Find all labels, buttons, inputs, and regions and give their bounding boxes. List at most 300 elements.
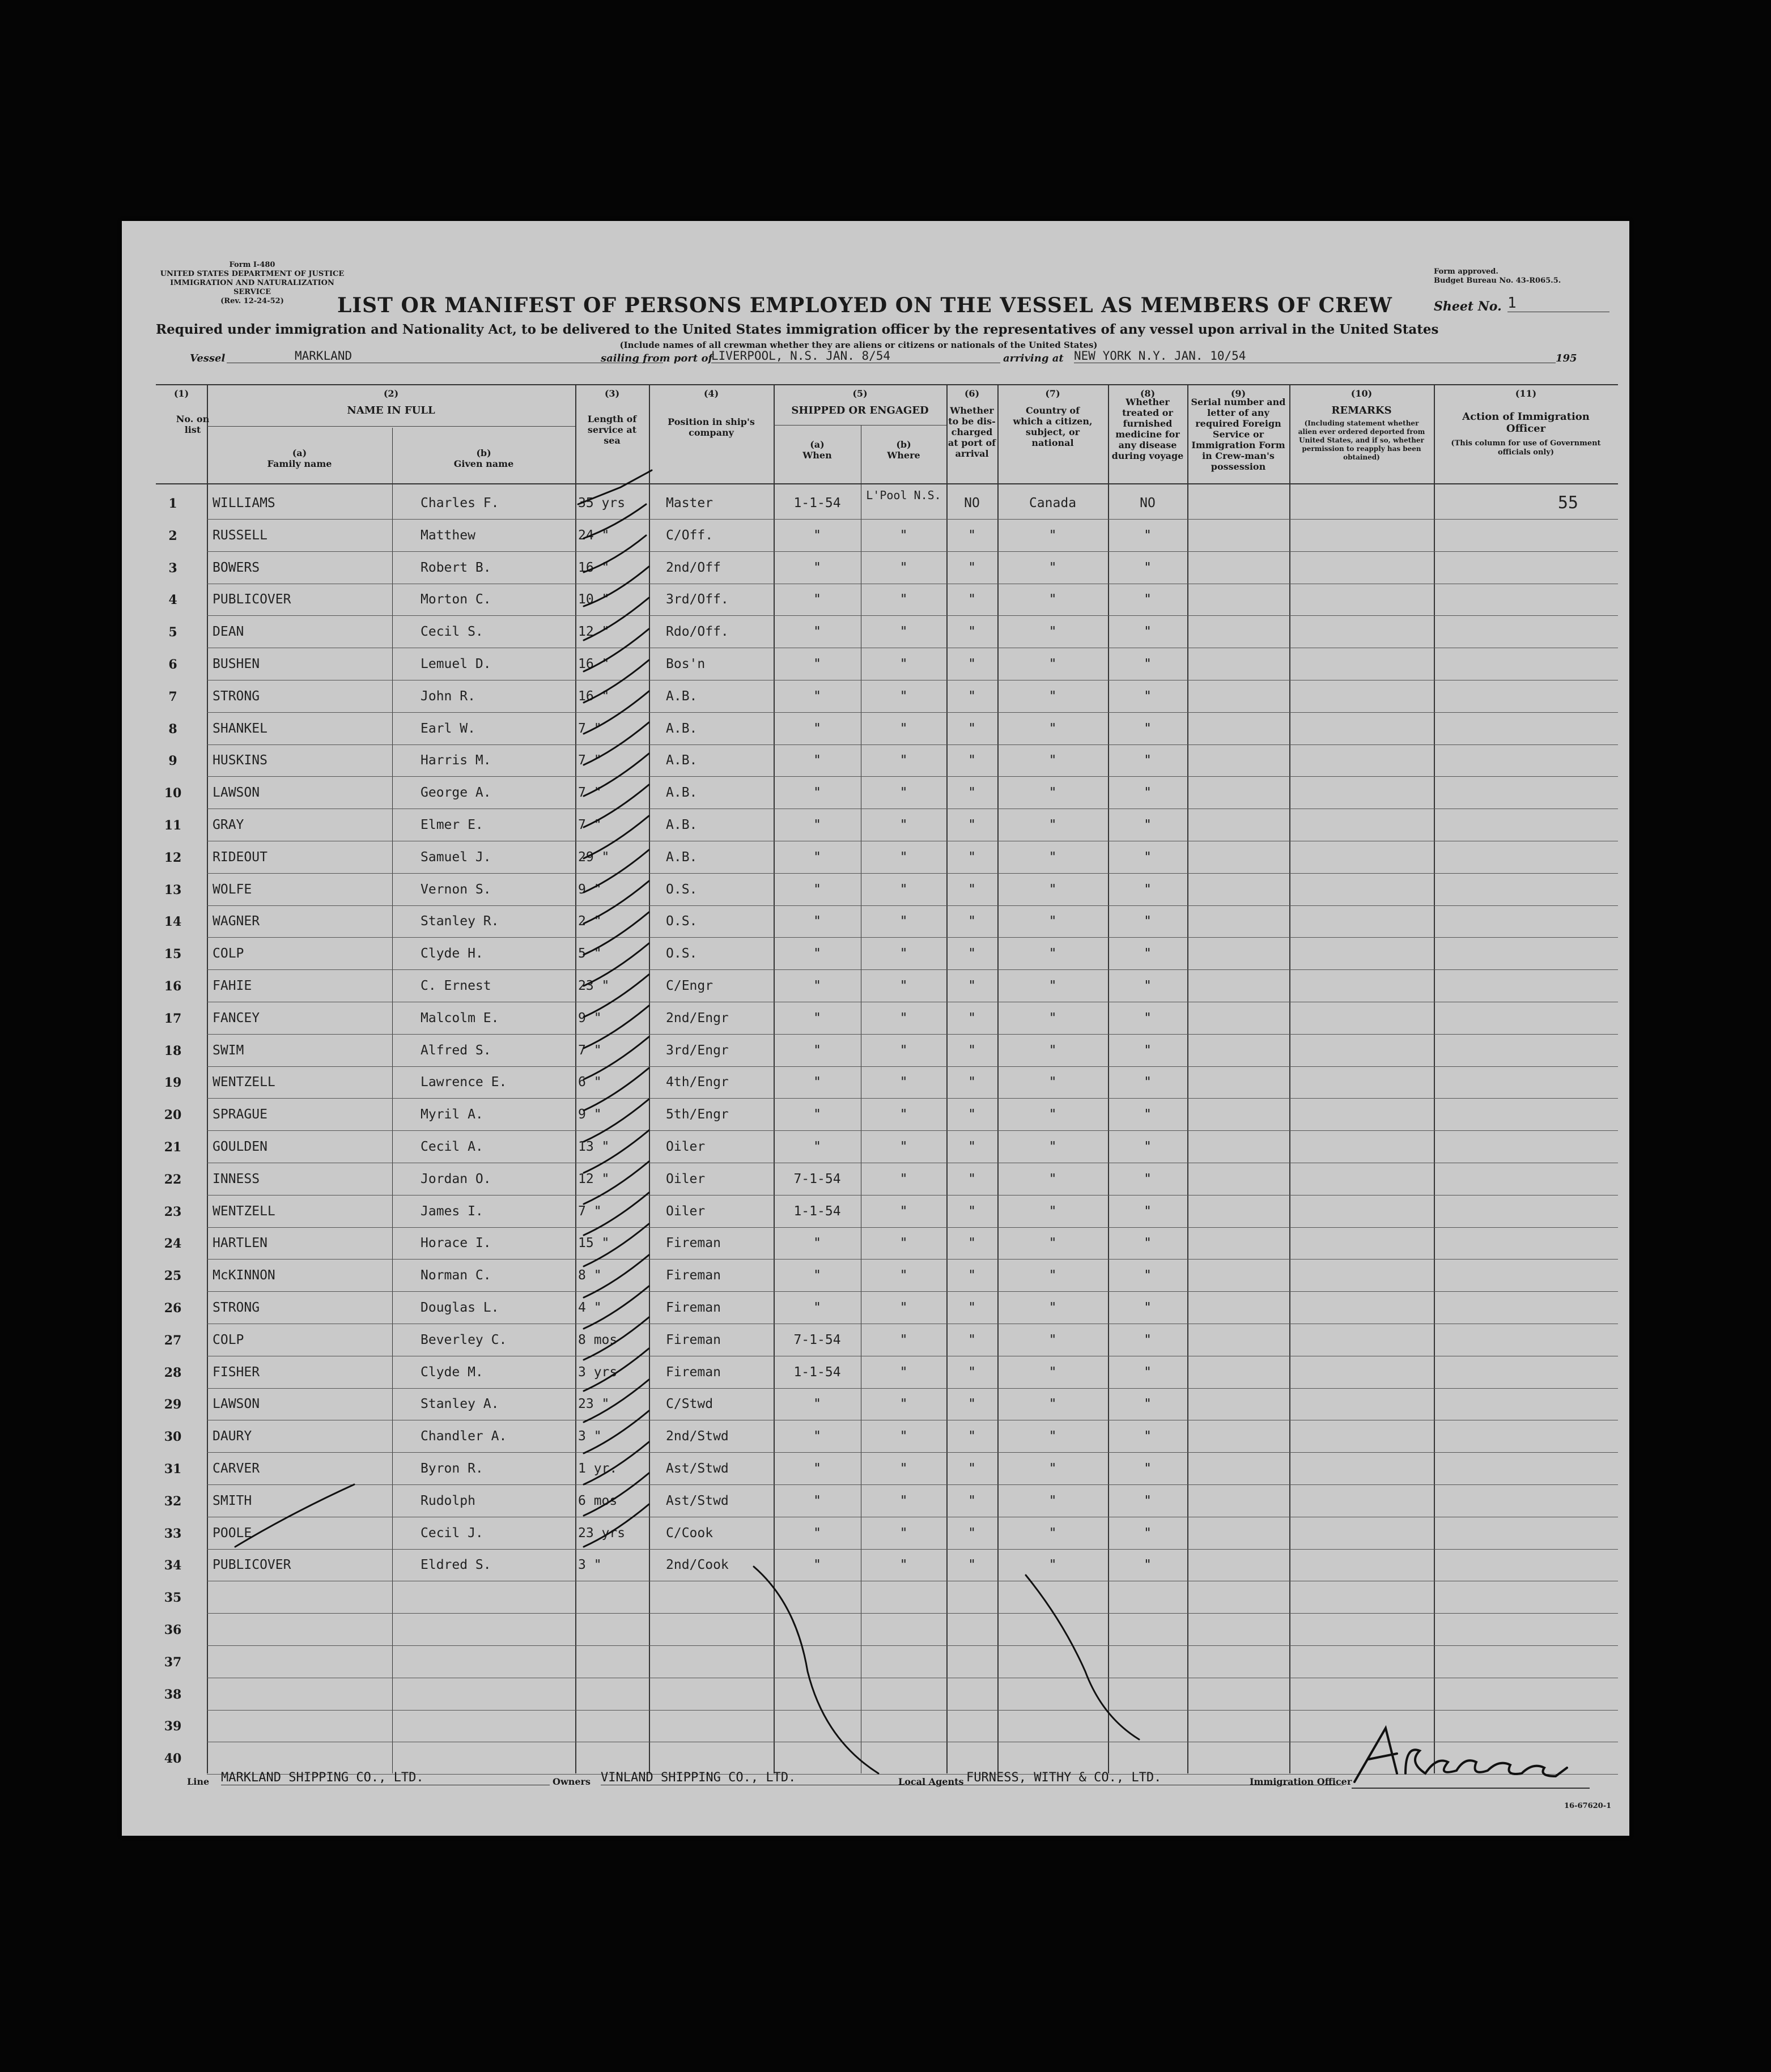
treated-cell: " (1144, 753, 1152, 768)
shipped-where-cell: " (899, 850, 908, 865)
country-cell: " (1048, 1268, 1057, 1283)
treated-cell: " (1144, 978, 1152, 993)
country-cell: " (1048, 1107, 1057, 1122)
col2-number: (2) (383, 388, 399, 399)
budget-number: Budget Bureau No. 43-R065.5. (1434, 276, 1561, 285)
service-length-cell: 23 " (578, 978, 610, 993)
year-field: 195 (1556, 352, 1577, 364)
form-approved: Form approved. (1434, 267, 1498, 276)
shipped-where-cell: " (899, 689, 908, 704)
form-number: Form I-480 (229, 261, 275, 269)
treated-cell: " (1144, 721, 1152, 736)
service-length-cell: 13 " (578, 1139, 610, 1154)
shipped-where-cell: " (899, 1558, 908, 1572)
handwriting-overlay (122, 221, 1629, 1836)
country-cell: " (1048, 1526, 1057, 1541)
discharged-cell: " (968, 1558, 976, 1572)
position-cell: A.B. (666, 850, 698, 865)
family-name-cell: HUSKINS (213, 753, 267, 768)
row-number: 35 (164, 1590, 182, 1605)
given-name-cell: Cecil S. (421, 624, 483, 639)
country-cell: " (1048, 1494, 1057, 1508)
row-number: 15 (164, 947, 182, 961)
service-length-cell: 7 " (578, 1043, 602, 1058)
family-name-cell: GRAY (213, 818, 244, 832)
signature (1354, 1728, 1567, 1782)
discharged-cell: " (968, 1139, 976, 1154)
agents-label: Local Agents (898, 1776, 964, 1787)
check-mark (578, 470, 652, 504)
shipped-when-cell: " (813, 1236, 821, 1250)
shipped-when-cell: " (813, 560, 821, 575)
discharged-cell: " (968, 689, 976, 704)
shipped-where-cell: " (899, 1075, 908, 1090)
col5-header: SHIPPED OR ENGAGED (791, 405, 929, 416)
country-cell: " (1048, 1139, 1057, 1154)
row-number: 18 (164, 1044, 182, 1058)
treated-cell: " (1144, 1526, 1152, 1541)
family-name-cell: WENTZELL (213, 1075, 275, 1090)
col11-header: Action of Immigration Officer (1462, 411, 1590, 435)
given-name-cell: Clyde H. (421, 946, 483, 961)
given-name-cell: Lemuel D. (421, 657, 491, 671)
family-name-cell: WENTZELL (213, 1204, 275, 1219)
family-name-cell: GOULDEN (213, 1139, 267, 1154)
col2a-header: (a) Family name (267, 448, 332, 469)
form-code: 16-67620-1 (1564, 1802, 1612, 1810)
col5b-header: (b) Where (887, 439, 920, 461)
family-name-cell: FANCEY (213, 1011, 260, 1026)
shipped-when-cell: " (813, 1397, 821, 1411)
discharged-cell: " (968, 657, 976, 671)
shipped-where-cell: " (899, 914, 908, 929)
service-length-cell: 23 yrs (578, 1526, 626, 1541)
row-number: 2 (168, 529, 177, 543)
family-name-cell: LAWSON (213, 1397, 260, 1411)
discharged-cell: " (968, 1204, 976, 1219)
country-cell: " (1048, 560, 1057, 575)
shipped-where-cell: " (899, 624, 908, 639)
treated-cell: " (1144, 785, 1152, 800)
service-length-cell: 4 " (578, 1300, 602, 1315)
col3-number: (3) (604, 388, 620, 399)
discharged-cell: " (968, 1526, 976, 1541)
family-name-cell: SHANKEL (213, 721, 267, 736)
shipped-where-cell: " (899, 1365, 908, 1380)
service-length-cell: 3 " (578, 1558, 602, 1572)
service-length-cell: 6 " (578, 1075, 602, 1090)
arriving-at: NEW YORK N.Y. JAN. 10/54 (1074, 349, 1556, 363)
service-length-cell: 7 " (578, 818, 602, 832)
service-length-cell: 2 " (578, 914, 602, 929)
sailing-from: LIVERPOOL, N.S. JAN. 8/54 (711, 349, 1000, 363)
family-name-cell: DAURY (213, 1429, 252, 1444)
position-cell: Rdo/Off. (666, 624, 729, 639)
position-cell: Oiler (666, 1204, 706, 1219)
family-name-cell: INNESS (213, 1172, 260, 1186)
given-name-cell: Byron R. (421, 1461, 483, 1476)
discharged-cell: " (968, 1011, 976, 1026)
shipped-where-cell: " (899, 946, 908, 961)
row-number: 37 (164, 1655, 182, 1670)
discharged-cell: " (968, 528, 976, 543)
row-number: 30 (164, 1429, 182, 1444)
row-number: 14 (164, 914, 182, 929)
subtitle: Required under immigration and Nationality Act, to be delivered to the United States immigration officer by the representatives of any vessel upon arrival in the United States (156, 322, 1439, 337)
shipped-when-cell: 7-1-54 (793, 1172, 841, 1186)
check-mark (235, 1484, 354, 1547)
shipped-where-cell: " (899, 1397, 908, 1411)
treated-cell: " (1144, 1107, 1152, 1122)
given-name-cell: Elmer E. (421, 818, 483, 832)
treated-cell: " (1144, 1204, 1152, 1219)
discharged-cell: " (968, 785, 976, 800)
shipped-when-cell: " (813, 1107, 821, 1122)
ditto-stroke (754, 1567, 878, 1773)
row-number: 33 (164, 1526, 182, 1541)
family-name-cell: COLP (213, 1333, 244, 1347)
given-name-cell: Lawrence E. (421, 1075, 507, 1090)
check-mark (584, 598, 649, 640)
service-length-cell: 8 mos (578, 1333, 618, 1347)
country-cell: " (1048, 1365, 1057, 1380)
service-length-cell: 15 " (578, 1236, 610, 1250)
shipped-when-cell: " (813, 624, 821, 639)
row-number: 24 (164, 1236, 182, 1251)
service-length-cell: 9 " (578, 882, 602, 897)
treated-cell: " (1144, 1011, 1152, 1026)
row-number: 16 (164, 979, 182, 994)
country-cell: " (1048, 1397, 1057, 1411)
shipped-when-cell: " (813, 1075, 821, 1090)
country-cell: " (1048, 1236, 1057, 1250)
discharged-cell: " (968, 560, 976, 575)
given-name-cell: Beverley C. (421, 1333, 507, 1347)
shipped-when-cell: " (813, 657, 821, 671)
position-cell: Ast/Stwd (666, 1461, 729, 1476)
country-cell: " (1048, 753, 1057, 768)
row-number: 22 (164, 1172, 182, 1187)
shipped-where-cell: " (899, 1172, 908, 1186)
service-length-cell: 1 yr. (578, 1461, 618, 1476)
country-cell: " (1048, 818, 1057, 832)
service-length-cell: 7 " (578, 753, 602, 768)
treated-cell: " (1144, 882, 1152, 897)
shipped-where-cell: " (899, 1139, 908, 1154)
service-length-cell: 7 " (578, 1204, 602, 1219)
country-cell: " (1048, 657, 1057, 671)
col10-number: (10) (1350, 388, 1373, 399)
given-name-cell: George A. (421, 785, 491, 800)
given-name-cell: Rudolph (421, 1494, 475, 1508)
discharged-cell: " (968, 1300, 976, 1315)
shipped-when-cell: " (813, 689, 821, 704)
country-cell: " (1048, 1043, 1057, 1058)
shipped-where-cell: " (899, 592, 908, 607)
discharged-cell: " (968, 624, 976, 639)
position-cell: O.S. (666, 882, 698, 897)
row-number: 13 (164, 883, 182, 897)
row-number: 29 (164, 1397, 182, 1412)
given-name-cell: Morton C. (421, 592, 491, 607)
shipped-where-cell: " (899, 721, 908, 736)
row-number: 3 (168, 561, 177, 576)
family-name-cell: WOLFE (213, 882, 252, 897)
position-cell: 2nd/Off (666, 560, 721, 575)
col2-header: NAME IN FULL (347, 405, 435, 416)
country-cell: " (1048, 1461, 1057, 1476)
position-cell: Oiler (666, 1139, 706, 1154)
service-length-cell: 8 " (578, 1268, 602, 1283)
col4-header: Position in ship's company (668, 416, 755, 438)
given-name-cell: Clyde M. (421, 1365, 483, 1380)
discharged-cell: " (968, 1075, 976, 1090)
position-cell: 2nd/Engr (666, 1011, 729, 1026)
given-name-cell: Samuel J. (421, 850, 491, 865)
position-cell: 3rd/Off. (666, 592, 729, 607)
treated-cell: " (1144, 1075, 1152, 1090)
country-cell: " (1048, 721, 1057, 736)
col1-number: (1) (173, 388, 189, 399)
check-mark (584, 504, 646, 538)
discharged-cell: " (968, 1365, 976, 1380)
position-cell: Ast/Stwd (666, 1494, 729, 1508)
given-name-cell: Stanley A. (421, 1397, 499, 1411)
line-value: MARKLAND SHIPPING CO., LTD. (221, 1771, 550, 1785)
treated-cell: " (1144, 1333, 1152, 1347)
given-name-cell: Robert B. (421, 560, 491, 575)
check-mark (584, 535, 646, 572)
discharged-cell: " (968, 1107, 976, 1122)
country-cell: " (1048, 624, 1057, 639)
family-name-cell: SPRAGUE (213, 1107, 267, 1122)
discharged-cell: " (968, 721, 976, 736)
service-length-cell: 9 " (578, 1107, 602, 1122)
position-cell: O.S. (666, 914, 698, 929)
given-name-cell: Harris M. (421, 753, 491, 768)
shipped-where-cell: " (899, 1429, 908, 1444)
discharged-cell: " (968, 1333, 976, 1347)
row-number: 26 (164, 1301, 182, 1316)
position-cell: Master (666, 496, 714, 510)
revision: (Rev. 12-24-52) (220, 297, 284, 305)
row-number: 25 (164, 1269, 182, 1283)
family-name-cell: WILLIAMS (213, 496, 275, 510)
row-number: 9 (168, 754, 177, 768)
department: UNITED STATES DEPARTMENT OF JUSTICE (160, 270, 345, 278)
owners-value: VINLAND SHIPPING CO., LTD. (601, 1771, 1009, 1785)
shipped-where-cell: " (899, 560, 908, 575)
country-cell: " (1048, 689, 1057, 704)
given-name-cell: Eldred S. (421, 1558, 491, 1572)
service-length-cell: 12 " (578, 1172, 610, 1186)
shipped-where-cell: " (899, 657, 908, 671)
row-number: 4 (168, 593, 177, 607)
row-number: 8 (168, 722, 177, 737)
shipped-when-cell: " (813, 978, 821, 993)
row-number: 27 (164, 1333, 182, 1348)
shipped-where-cell: " (899, 1333, 908, 1347)
discharged-cell: " (968, 592, 976, 607)
country-cell: " (1048, 978, 1057, 993)
family-name-cell: FISHER (213, 1365, 260, 1380)
shipped-when-cell: " (813, 528, 821, 543)
shipped-where-cell: " (899, 1494, 908, 1508)
sheet-number: 1 (1507, 295, 1609, 312)
shipped-when-cell: " (813, 850, 821, 865)
vessel-label: Vessel (190, 352, 226, 364)
col10-header: REMARKS (1331, 405, 1392, 416)
country-cell: " (1048, 946, 1057, 961)
service-length-cell: 3 " (578, 1429, 602, 1444)
position-cell: O.S. (666, 946, 698, 961)
country-cell: " (1048, 785, 1057, 800)
family-name-cell: DEAN (213, 624, 244, 639)
discharged-cell: " (968, 1429, 976, 1444)
position-cell: A.B. (666, 753, 698, 768)
country-cell: " (1048, 1333, 1057, 1347)
discharged-cell: " (968, 1236, 976, 1250)
country-cell: " (1048, 528, 1057, 543)
given-name-cell: Vernon S. (421, 882, 491, 897)
shipped-where-cell: " (899, 1300, 908, 1315)
shipped-when-cell: " (813, 818, 821, 832)
shipped-when-cell: " (813, 1558, 821, 1572)
discharged-cell: " (968, 1268, 976, 1283)
treated-cell: " (1144, 657, 1152, 671)
family-name-cell: McKINNON (213, 1268, 275, 1283)
shipped-when-cell: " (813, 753, 821, 768)
shipped-where-cell: " (899, 1461, 908, 1476)
service-length-cell: 35 yrs (578, 496, 626, 510)
family-name-cell: BOWERS (213, 560, 260, 575)
shipped-when-cell: " (813, 1429, 821, 1444)
row-number: 7 (168, 690, 177, 704)
row-number: 5 (168, 625, 177, 640)
family-name-cell: FAHIE (213, 978, 252, 993)
given-name-cell: Matthew (421, 528, 475, 543)
treated-cell: " (1144, 1365, 1152, 1380)
country-cell: " (1048, 1011, 1057, 1026)
row-number: 17 (164, 1011, 182, 1026)
col2b-header: (b) Given name (453, 448, 514, 469)
shipped-where-cell: " (899, 1268, 908, 1283)
service-length-cell: 6 mos (578, 1494, 618, 1508)
shipped-where-cell: " (899, 1526, 908, 1541)
discharged-cell: " (968, 753, 976, 768)
col6-header: Whether to be dis-charged at port of arrival (948, 405, 996, 459)
row-number: 19 (164, 1075, 182, 1090)
treated-cell: " (1144, 818, 1152, 832)
discharged-cell: " (968, 1172, 976, 1186)
treated-cell: NO (1140, 496, 1156, 510)
shipped-where-cell: " (899, 528, 908, 543)
family-name-cell: LAWSON (213, 785, 260, 800)
treated-cell: " (1144, 914, 1152, 929)
country-cell: " (1048, 882, 1057, 897)
family-name-cell: POOLE (213, 1526, 252, 1541)
position-cell: Oiler (666, 1172, 706, 1186)
family-name-cell: WAGNER (213, 914, 260, 929)
family-name-cell: RIDEOUT (213, 850, 267, 865)
shipped-when-cell: " (813, 1300, 821, 1315)
discharged-cell: " (968, 1043, 976, 1058)
treated-cell: " (1144, 1397, 1152, 1411)
service-length-cell: 10 " (578, 592, 610, 607)
row-number: 20 (164, 1108, 182, 1122)
discharged-cell: " (968, 882, 976, 897)
discharged-cell: " (968, 1461, 976, 1476)
treated-cell: " (1144, 1558, 1152, 1572)
country-cell: " (1048, 1429, 1057, 1444)
officer-action-cell: 55 (1557, 493, 1578, 513)
service-length-cell: 7 " (578, 785, 602, 800)
col8-number: (8) (1140, 388, 1156, 399)
given-name-cell: John R. (421, 689, 475, 704)
given-name-cell: Myril A. (421, 1107, 483, 1122)
shipped-where-cell: " (899, 818, 908, 832)
shipped-where-cell: " (899, 1011, 908, 1026)
country-cell: " (1048, 1172, 1057, 1186)
treated-cell: " (1144, 689, 1152, 704)
row-number: 6 (168, 657, 177, 672)
col7-number: (7) (1045, 388, 1060, 399)
given-name-cell: Cecil J. (421, 1526, 483, 1541)
col5a-header: (a) When (802, 439, 832, 461)
agents-value: FURNESS, WITHY & CO., LTD. (966, 1771, 1343, 1785)
position-cell: Fireman (666, 1300, 721, 1315)
family-name-cell: STRONG (213, 689, 260, 704)
col1-header: No. on list (176, 414, 210, 435)
treated-cell: " (1144, 528, 1152, 543)
position-cell: Fireman (666, 1236, 721, 1250)
col11-note: (This column for use of Government officials only) (1451, 439, 1601, 457)
line-label: Line (187, 1776, 210, 1787)
position-cell: 3rd/Engr (666, 1043, 729, 1058)
col7-header: Country of which a citizen, subject, or national (1013, 405, 1093, 448)
discharged-cell: " (968, 1494, 976, 1508)
position-cell: 2nd/Cook (666, 1558, 729, 1572)
position-cell: Fireman (666, 1333, 721, 1347)
treated-cell: " (1144, 1300, 1152, 1315)
shipped-when-cell: " (813, 785, 821, 800)
position-cell: 2nd/Stwd (666, 1429, 729, 1444)
treated-cell: " (1144, 946, 1152, 961)
officer-label: Immigration Officer (1250, 1776, 1352, 1787)
shipped-when-cell: " (813, 1526, 821, 1541)
family-name-cell: COLP (213, 946, 244, 961)
country-cell: " (1048, 592, 1057, 607)
given-name-cell: Chandler A. (421, 1429, 507, 1444)
shipped-where-cell: " (899, 882, 908, 897)
check-mark (584, 850, 649, 892)
vessel-name: MARKLAND (227, 349, 663, 363)
position-cell: 4th/Engr (666, 1075, 729, 1090)
shipped-where-cell: " (899, 1107, 908, 1122)
country-cell: Canada (1029, 496, 1077, 510)
shipped-when-cell: " (813, 1268, 821, 1283)
service-length-cell: 5 " (578, 946, 602, 961)
treated-cell: " (1144, 560, 1152, 575)
col4-number: (4) (703, 388, 719, 399)
given-name-cell: Cecil A. (421, 1139, 483, 1154)
family-name-cell: CARVER (213, 1461, 260, 1476)
row-number: 38 (164, 1687, 182, 1702)
service-length-cell: 16 " (578, 689, 610, 704)
col5-number: (5) (852, 388, 868, 399)
family-name-cell: PUBLICOVER (213, 1558, 291, 1572)
country-cell: " (1048, 1558, 1057, 1572)
